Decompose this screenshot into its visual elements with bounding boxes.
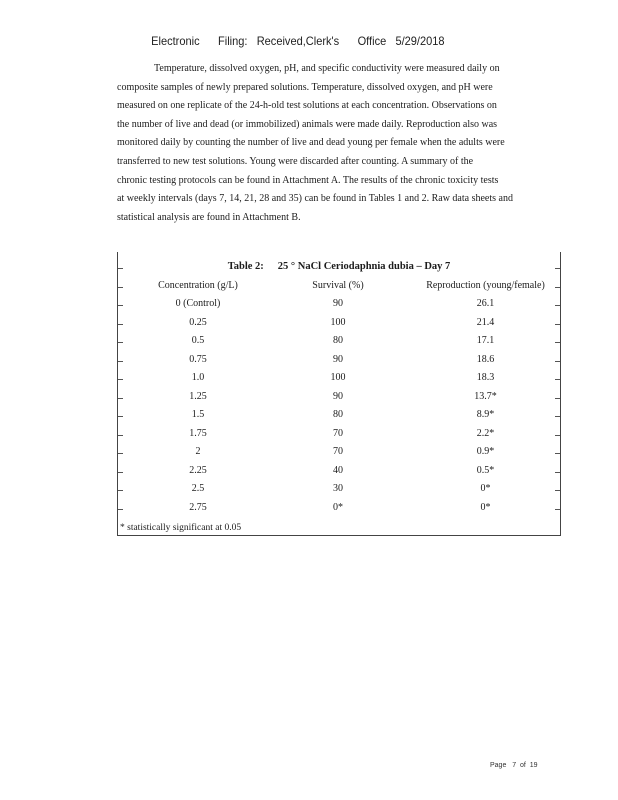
cell-survival: 40 — [333, 464, 343, 476]
paragraph-line: chronic testing protocols can be found in Attachment A. The results of the chronic toxicity tests — [117, 174, 499, 186]
table-row — [118, 335, 560, 353]
header-electronic: Electronic — [151, 34, 200, 48]
paragraph-line: Temperature, dissolved oxygen, pH, and specific conductivity were measured daily on — [154, 63, 500, 74]
table-row — [118, 502, 560, 520]
table-header-row — [118, 280, 560, 298]
table-row — [118, 409, 560, 427]
table-row — [118, 483, 560, 501]
table-title — [118, 261, 560, 272]
header-office: Office — [357, 34, 387, 48]
cell-reproduction: 2.2* — [476, 427, 495, 439]
cell-reproduction: 13.7* — [474, 390, 497, 402]
paragraph-line: at weekly intervals (days 7, 14, 21, 28 and 35) can be found in Tables 1 and 2. Raw data sheets and — [117, 193, 513, 205]
header-concentration: Concentration (g/L) — [158, 280, 238, 291]
footer-of-label: of — [520, 762, 526, 769]
table-row — [118, 317, 560, 335]
cell-survival: 70 — [333, 446, 343, 457]
table-footnote: * statistically significant at 0.05 — [120, 523, 242, 533]
paragraph-line: statistical analysis are found in Attachment B. — [117, 211, 301, 223]
footer-page-total: 19 — [529, 762, 538, 769]
methods-paragraph — [117, 60, 557, 227]
header-reproduction: Reproduction (young/female) — [426, 280, 545, 291]
cell-survival: 100 — [330, 316, 346, 328]
cell-survival: 90 — [333, 353, 343, 365]
header-received: Received,Clerk's — [256, 34, 340, 48]
table-row — [118, 446, 560, 464]
cell-reproduction: 18.3 — [476, 372, 495, 383]
cell-reproduction: 0* — [480, 483, 491, 494]
cell-reproduction: 0* — [480, 501, 491, 513]
cell-reproduction: 8.9* — [476, 409, 495, 420]
cell-reproduction: 0.5* — [476, 464, 495, 476]
footer-page-number: 7 — [512, 762, 517, 769]
cell-concentration: 1.75 — [189, 427, 207, 439]
cell-reproduction: 18.6 — [476, 353, 495, 365]
cell-survival: 70 — [333, 427, 343, 439]
cell-concentration: 0 (Control) — [175, 298, 221, 309]
paragraph-line: transferred to new test solutions. Young were discarded after counting. A summary of the — [117, 155, 474, 167]
cell-reproduction: 21.4 — [476, 316, 495, 328]
cell-survival: 80 — [333, 335, 343, 346]
table-row — [118, 391, 560, 409]
header-filing: Filing: — [218, 34, 248, 48]
footer-page-label: Page — [490, 762, 507, 769]
paragraph-line: measured on one replicate of the 24-h-old test solutions at each concentration. Observations on — [117, 100, 497, 112]
cell-concentration: 0.25 — [189, 316, 207, 328]
results-table — [117, 252, 561, 536]
table-row — [118, 298, 560, 316]
header-date: 5/29/2018 — [395, 34, 445, 48]
paragraph-line: the number of live and dead (or immobilized) animals were made daily. Reproduction also was — [117, 118, 498, 130]
cell-survival: 100 — [330, 372, 346, 383]
paragraph-line: monitored daily by counting the number of live and dead young per female when the adults were — [117, 137, 505, 149]
table-label: Table 2: — [227, 261, 264, 272]
table-row — [118, 354, 560, 372]
cell-survival: 30 — [333, 483, 343, 494]
filing-header — [145, 20, 445, 48]
cell-concentration: 0.75 — [189, 353, 207, 365]
cell-survival: 0* — [333, 501, 343, 513]
table-title-text: 25 ° NaCl Ceriodaphnia dubia – Day 7 — [277, 261, 451, 272]
cell-survival: 80 — [333, 409, 343, 420]
cell-concentration: 1.5 — [191, 409, 205, 420]
cell-concentration: 2.5 — [191, 483, 205, 494]
cell-concentration: 2.25 — [189, 464, 207, 476]
cell-reproduction: 17.1 — [476, 335, 495, 346]
cell-concentration: 1.0 — [191, 372, 205, 383]
cell-reproduction: 0.9* — [476, 446, 495, 457]
cell-survival: 90 — [333, 298, 343, 309]
header-survival: Survival (%) — [312, 280, 364, 291]
cell-concentration: 2.75 — [189, 501, 207, 513]
cell-reproduction: 26.1 — [476, 298, 495, 309]
table-row — [118, 428, 560, 446]
page-footer — [490, 762, 538, 769]
table-row — [118, 372, 560, 390]
table-row — [118, 465, 560, 483]
paragraph-line: composite samples of newly prepared solutions. Temperature, dissolved oxygen, and pH were — [117, 81, 493, 93]
cell-concentration: 0.5 — [191, 335, 205, 346]
cell-concentration: 2 — [195, 446, 201, 457]
cell-concentration: 1.25 — [189, 390, 207, 402]
cell-survival: 90 — [333, 390, 343, 402]
